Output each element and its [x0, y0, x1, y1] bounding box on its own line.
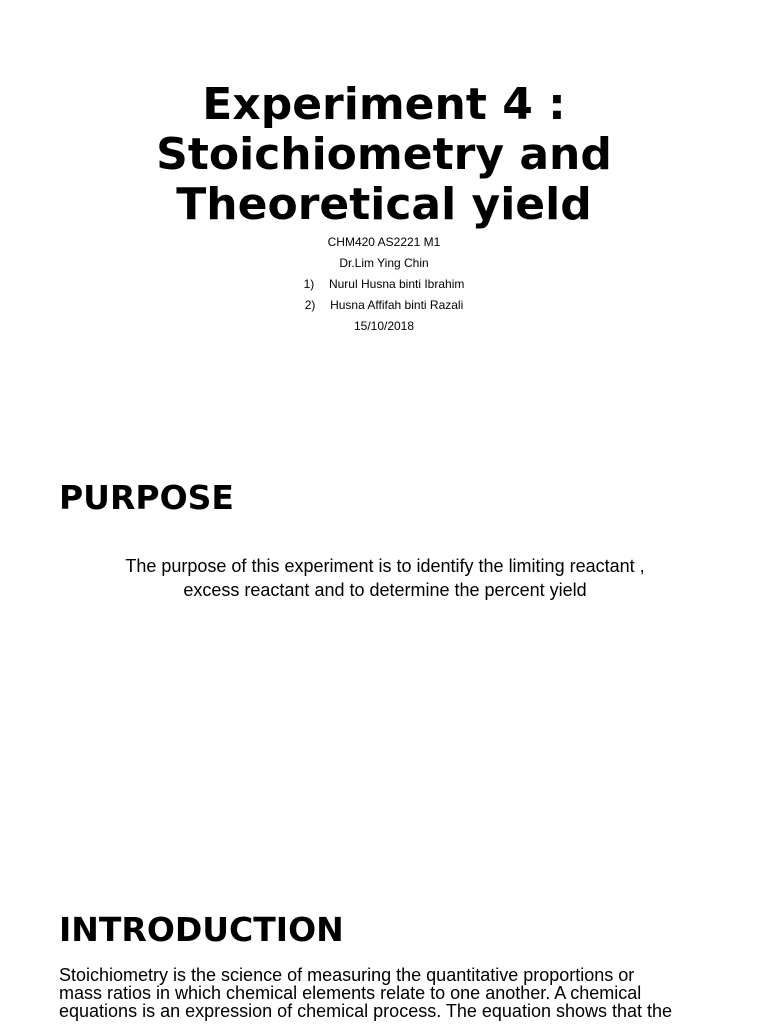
title-line-3: Theoretical yield: [176, 179, 592, 230]
introduction-paragraph: [59, 966, 719, 1020]
course-code: CHM420 AS2221 M1: [327, 235, 441, 249]
introduction-line: equations is an expression of chemical process. The equation shows that the: [59, 1001, 673, 1021]
purpose-heading: PURPOSE: [59, 478, 234, 517]
purpose-line: The purpose of this experiment is to identify the limiting reactant ,: [125, 556, 645, 576]
purpose-paragraph: [60, 554, 710, 602]
author-name: Nurul Husna binti Ibrahim: [328, 277, 465, 291]
introduction-heading: INTRODUCTION: [59, 910, 344, 949]
purpose-line: excess reactant and to determine the percent yield: [183, 580, 587, 600]
author-item: [0, 274, 768, 295]
author-item: [0, 295, 768, 316]
title-line-2: Stoichiometry and: [156, 129, 612, 180]
lecturer-name: Dr.Lim Ying Chin: [339, 256, 429, 270]
title-metadata: [0, 232, 768, 337]
document-title: [0, 80, 768, 230]
introduction-line: Stoichiometry is the science of measuring the quantitative proportions or: [59, 965, 635, 985]
introduction-line: mass ratios in which chemical elements relate to one another. A chemical: [59, 983, 642, 1003]
author-number: 1): [303, 277, 315, 291]
author-number: 2): [304, 298, 316, 312]
author-name: Husna Affifah binti Razali: [330, 298, 464, 312]
report-date: 15/10/2018: [353, 319, 415, 333]
title-line-1: Experiment 4 :: [202, 79, 566, 130]
